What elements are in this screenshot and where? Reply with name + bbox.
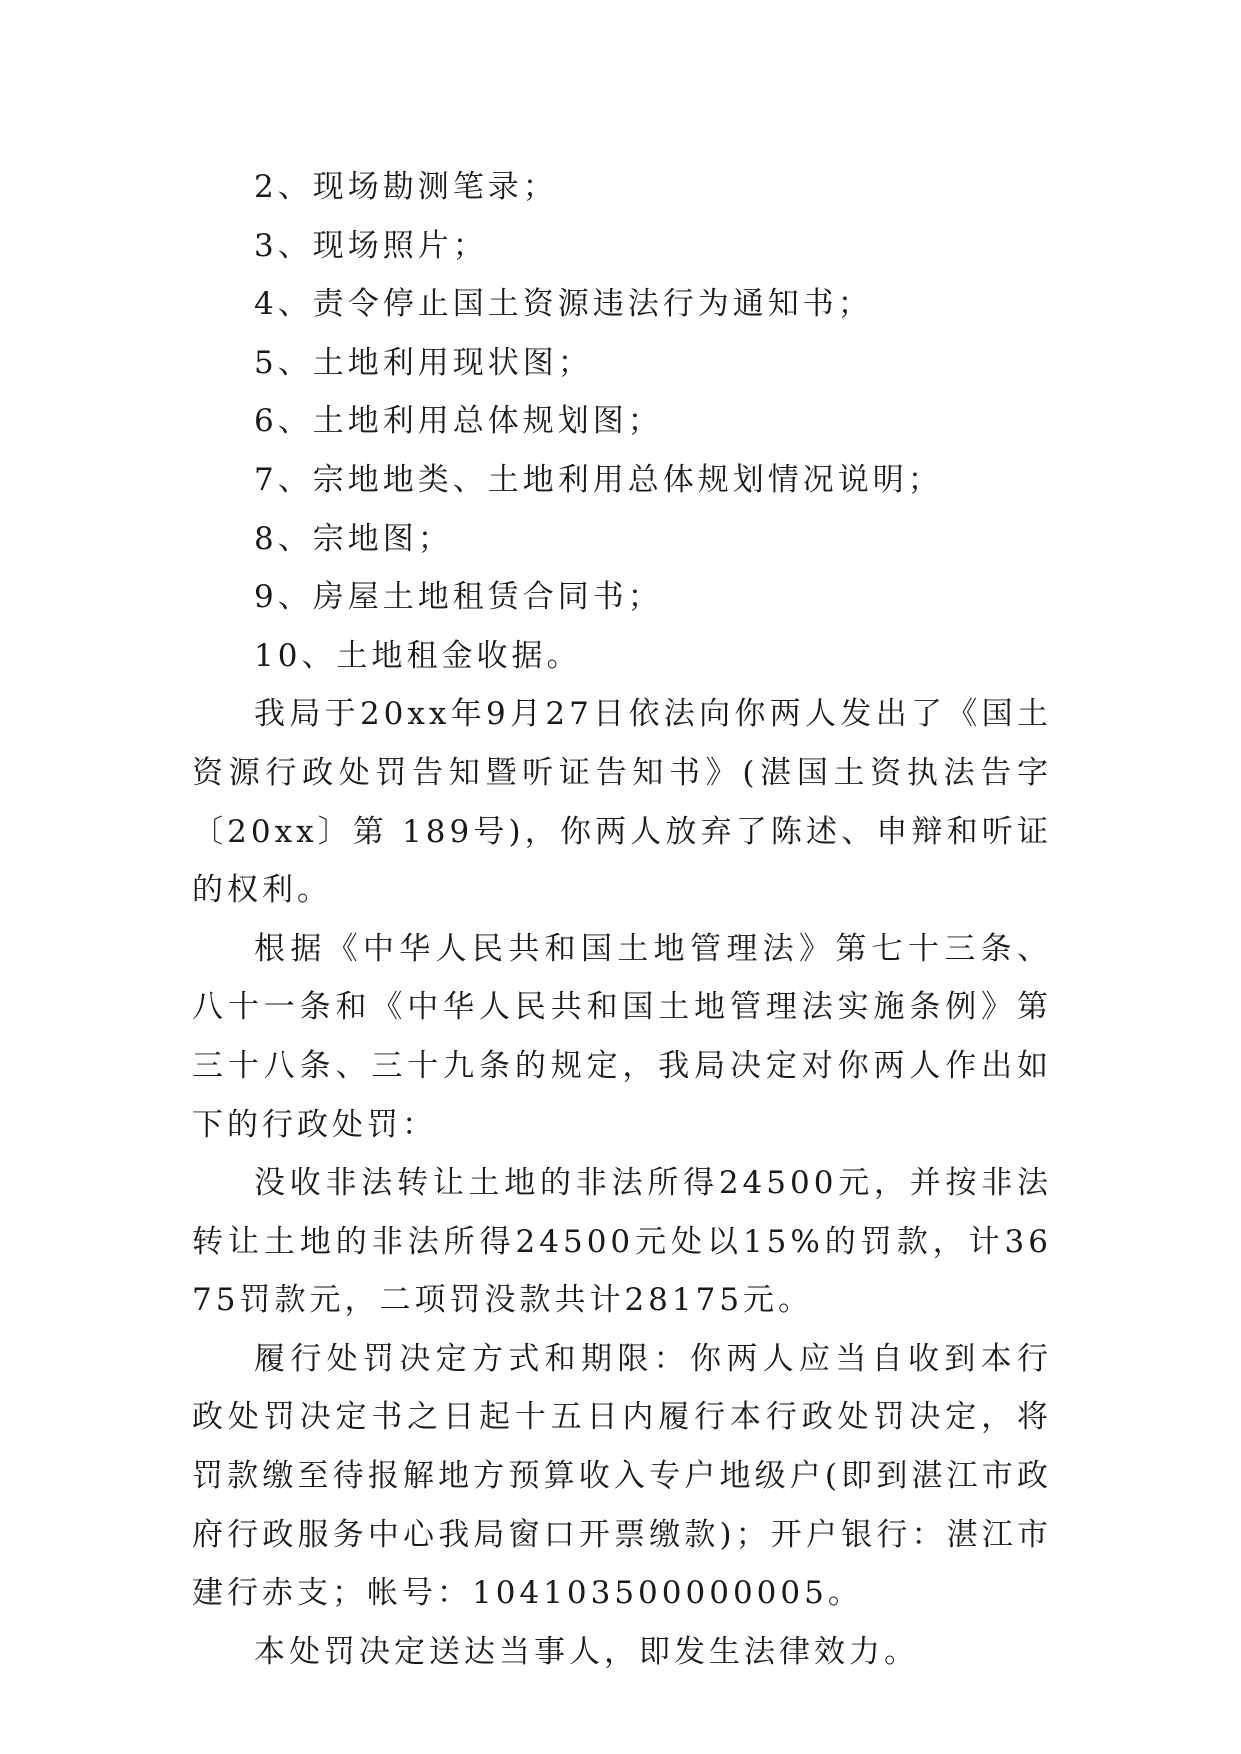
attachment-item: 9、房屋土地租赁合同书； — [254, 579, 663, 616]
attachment-item: 6、土地利用总体规划图； — [254, 403, 663, 440]
attachment-item: 8、宗地图； — [254, 520, 453, 557]
effect-paragraph: 本处罚决定送达当事人，即发生法律效力。 — [254, 1633, 919, 1670]
penalty-paragraph: 没收非法转让土地的非法所得24500元，并按非法转让土地的非法所得24500元处以15%的罚款，计3675罚款元，二项罚没款共计28175元。 — [192, 1165, 1052, 1319]
attachment-item: 4、责令停止国土资源违法行为通知书； — [254, 286, 873, 323]
document-body — [192, 158, 1052, 1681]
legal-basis-paragraph: 根据《中华人民共和国土地管理法》第七十三条、八十一条和《中华人民共和国土地管理法实施条例》第三十八条、三十九条的规定，我局决定对你两人作出如下的行政处罚： — [192, 930, 1052, 1143]
attachment-item: 10、土地租金收据。 — [254, 637, 582, 674]
payment-terms-paragraph: 履行处罚决定方式和期限：你两人应当自收到本行政处罚决定书之日起十五日内履行本行政处罚决定，将罚款缴至待报解地方预算收入专户地级户(即到湛江市政府行政服务中心我局窗口开票缴款)；开户银行：湛江市建行赤支；帐号：104103500000005。 — [192, 1340, 1052, 1612]
attachment-item: 5、土地利用现状图； — [254, 344, 593, 381]
attachment-item: 2、现场勘测笔录； — [254, 169, 558, 205]
attachment-item: 3、现场照片； — [254, 227, 488, 264]
attachment-item: 7、宗地地类、土地利用总体规划情况说明； — [254, 461, 943, 498]
notice-paragraph: 我局于20xx年9月27日依法向你两人发出了《国土资源行政处罚告知暨听证告知书》(湛国土资执法告字〔20xx〕第 189号)，你两人放弃了陈述、申辩和听证的权利。 — [192, 696, 1052, 909]
